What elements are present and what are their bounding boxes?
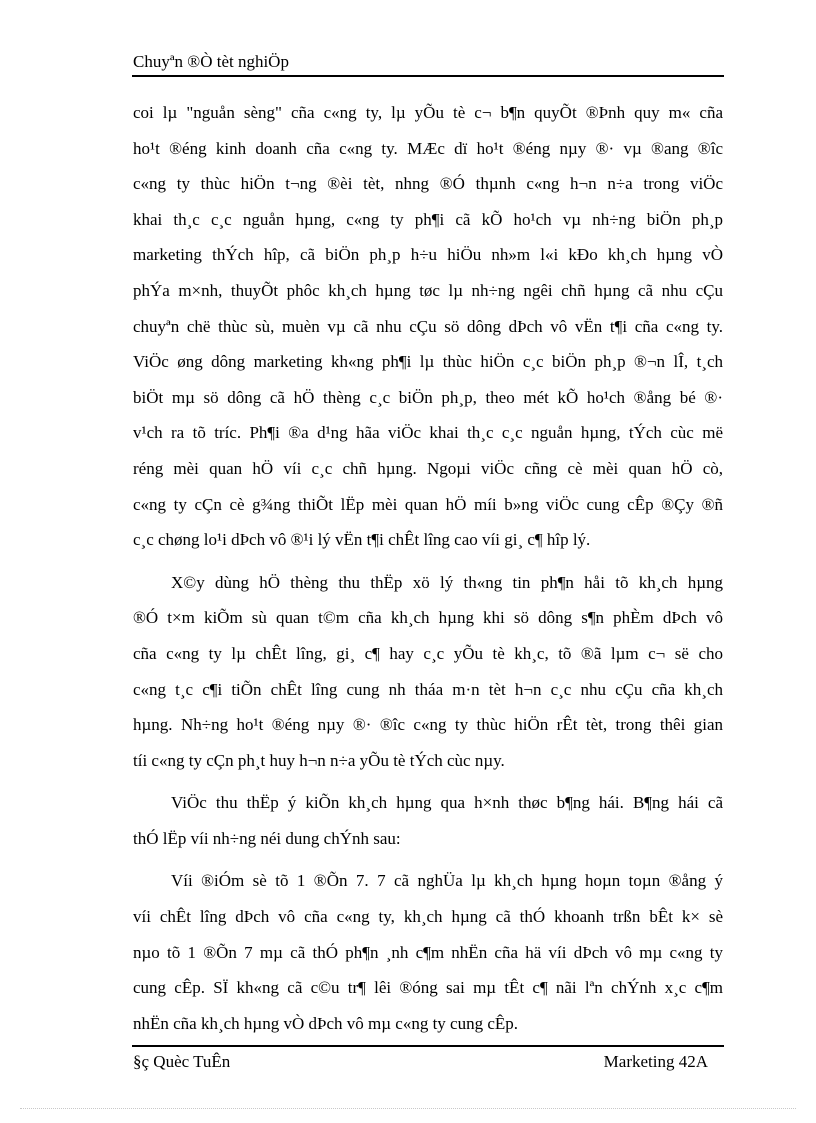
- text-line: coi lµ "nguån sèng" cña c«ng ty, lµ yÕu tè c¬ b¶n quyÕt ®Þnh quy m« cña: [133, 103, 723, 122]
- paragraph-2: [133, 565, 723, 779]
- text-line: ho¹t ®éng kinh doanh cña c«ng ty. MÆc dï ho¹t ®éng nµy ®· vµ ®ang ®îc: [133, 138, 723, 158]
- text-line: biÖt mµ sö dông cã hÖ thèng c¸c biÖn ph¸p, theo mét kÕ ho¹ch ®ång bé ®·: [133, 387, 723, 407]
- text-line: c«ng t¸c c¶i tiÕn chÊt lîng cung nh tháa m·n tèt h¬n c¸c nhu cÇu cña kh¸ch: [133, 679, 723, 699]
- text-line: c«ng ty cÇn cè g¾ng thiÕt lËp mèi quan hÖ míi b»ng viÖc cung cÊp ®Çy ®ñ: [133, 494, 723, 514]
- text-line: c¸c chøng lo¹i dÞch vô ®¹i lý vËn t¶i chÊt lîng cao víi gi¸ c¶ hîp lý.: [133, 530, 591, 550]
- text-line: víi chÊt lîng dÞch vô cña c«ng ty, kh¸ch hµng cã thÓ khoanh trßn bÊt k× sè: [133, 907, 723, 927]
- text-line: nhËn cña kh¸ch hµng vÒ dÞch vô mµ c«ng ty cung cÊp.: [133, 1013, 519, 1033]
- text-line: cung cÊp. SÏ kh«ng cã c©u tr¶ lêi ®óng sai mµ tÊt c¶ nãi lªn chÝnh x¸c c¶m: [133, 978, 723, 998]
- text-line: nµo tõ 1 ®Õn 7 mµ cã thÓ ph¶n ¸nh c¶m nhËn cña hä víi dÞch vô mµ c«ng ty: [133, 942, 723, 962]
- text-line: X©y dùng hÖ thèng thu thËp xö lý th«ng tin ph¶n håi tõ kh¸ch hµng: [171, 572, 723, 592]
- footer-author: §ç Quèc TuÊn: [133, 1052, 231, 1071]
- paragraph-4: [133, 863, 723, 1041]
- text-line: réng mèi quan hÖ víi c¸c chñ hµng. Ngoµi viÖc cñng cè mèi quan hÖ cò,: [133, 458, 723, 478]
- text-line: ViÖc øng dông marketing kh«ng ph¶i lµ thùc hiÖn c¸c biÖn ph¸p ®¬n lÎ, t¸ch: [133, 352, 723, 372]
- text-line: chuyªn chë thùc sù, muèn vµ cã nhu cÇu sö dông dÞch vô vËn t¶i cña c«ng ty.: [133, 316, 723, 336]
- footer-divider: [132, 1045, 724, 1047]
- text-line: c«ng ty thùc hiÖn t¬ng ®èi tèt, nhng ®Ó thµnh c«ng h¬n n÷a trong viÖc: [133, 174, 723, 194]
- text-line: cña c«ng ty lµ chÊt lîng, gi¸ c¶ hay c¸c yÕu tè kh¸c, tõ ®ã lµm c¬ së cho: [133, 643, 723, 663]
- text-line: marketing thÝch hîp, cã biÖn ph¸p h÷u hiÖu nh»m l«i kÐo kh¸ch hµng vÒ: [133, 245, 723, 265]
- paragraph-3: [133, 785, 723, 856]
- text-line: thÓ lËp víi nh÷ng néi dung chÝnh sau:: [133, 828, 401, 848]
- text-line: phÝa m×nh, thuyÕt phôc kh¸ch hµng tøc lµ nh÷ng ngêi chñ hµng cã nhu cÇu: [133, 280, 723, 300]
- footer-class: Marketing 42A: [603, 1052, 708, 1071]
- document-body: [133, 95, 723, 1041]
- page-header-title: Chuyªn ®Ò tèt nghiÖp: [133, 52, 289, 71]
- text-line: khai th¸c c¸c nguån hµng, c«ng ty ph¶i cã kÕ ho¹ch vµ nh÷ng biÖn ph¸p: [133, 209, 723, 229]
- text-line: Víi ®iÓm sè tõ 1 ®Õn 7. 7 cã nghÜa lµ kh¸ch hµng hoµn toµn ®ång ý: [171, 871, 723, 891]
- text-line: tíi c«ng ty cÇn ph¸t huy h¬n n÷a yÕu tè tÝch cùc nµy.: [133, 750, 505, 770]
- text-line: v¹ch ra tõ tríc. Ph¶i ®a d¹ng hãa viÖc khai th¸c c¸c nguån hµng, tÝch cùc më: [133, 423, 723, 443]
- text-line: hµng. Nh÷ng ho¹t ®éng nµy ®· ®îc c«ng ty thùc hiÖn rÊt tèt, trong thêi gian: [133, 715, 723, 735]
- text-line: ViÖc thu thËp ý kiÕn kh¸ch hµng qua h×nh thøc b¶ng hái. B¶ng hái cã: [171, 793, 723, 813]
- text-line: ®Ó t×m kiÕm sù quan t©m cña kh¸ch hµng khi sö dông s¶n phÈm dÞch vô: [133, 608, 723, 628]
- header-divider: [132, 75, 724, 77]
- paragraph-1: [133, 95, 723, 558]
- page-edge-dotted-line: [20, 1108, 796, 1109]
